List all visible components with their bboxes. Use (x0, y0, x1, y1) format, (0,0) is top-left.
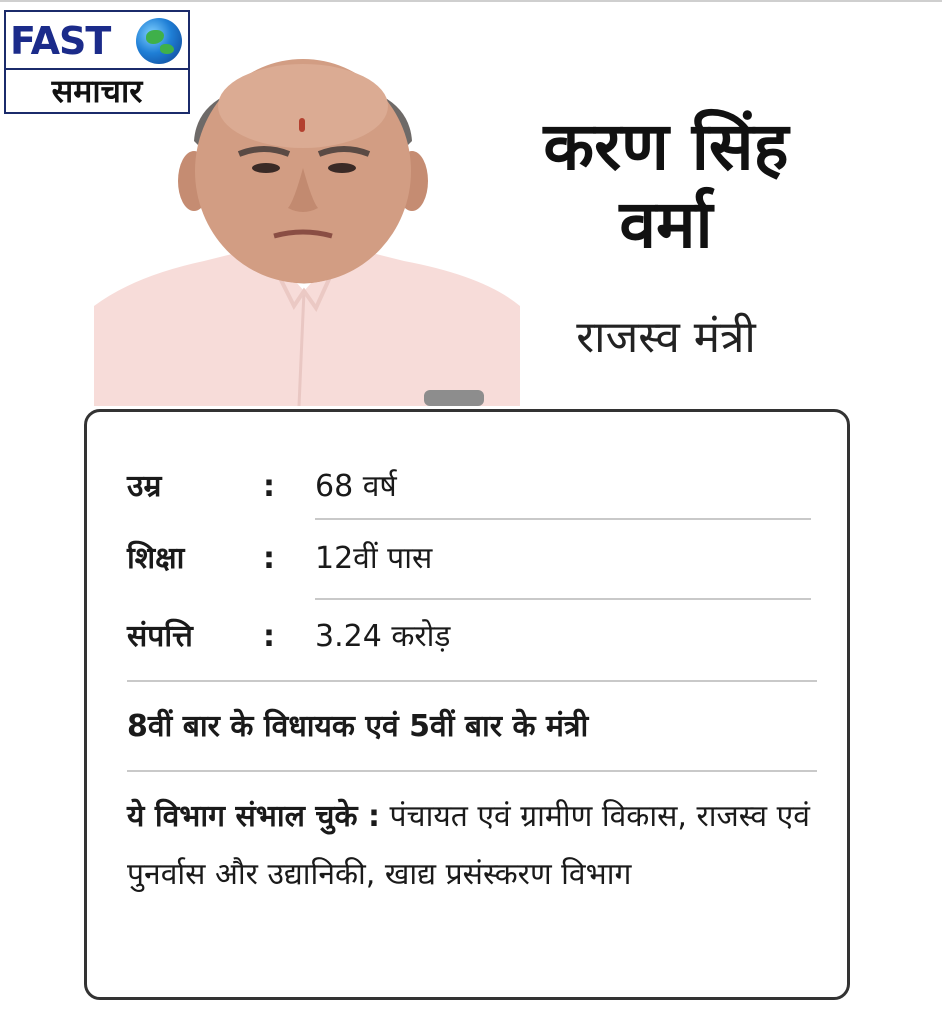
info-card (84, 409, 850, 1000)
age-divider (315, 518, 811, 520)
logo-fast-text: FAST (10, 19, 111, 63)
designation: राजस्व मंत्री (576, 312, 756, 363)
assets-colon: : (263, 619, 275, 654)
departments-value: पंचायत एवं ग्रामीण विकास, राजस्व एवं पुनर्वास और उद्यानिकी, खाद्य प्रसंस्करण विभाग (127, 799, 810, 892)
education-value: 12वीं पास (315, 541, 433, 576)
education-colon: : (263, 541, 275, 576)
top-rule (0, 0, 942, 2)
education-divider (315, 598, 811, 600)
age-colon: : (263, 469, 275, 504)
minister-name (470, 108, 862, 264)
assets-value: 3.24 करोड़ (315, 619, 451, 654)
departments-block (127, 788, 827, 904)
highlight-divider (127, 770, 817, 772)
departments-label: ये विभाग संभाल चुके : (127, 799, 380, 834)
name-line-2: वर्मा (619, 186, 713, 263)
tenure-highlight: 8वीं बार के विधायक एवं 5वीं बार के मंत्री (127, 709, 589, 744)
assets-label: संपत्ति (127, 619, 193, 654)
name-line-1: करण सिंह (543, 108, 789, 185)
age-label: उम्र (127, 469, 162, 504)
assets-divider (127, 680, 817, 682)
logo-samachar-text: समाचार (51, 72, 143, 110)
minister-photo (94, 56, 520, 406)
education-label: शिक्षा (127, 541, 185, 576)
age-value: 68 वर्ष (315, 469, 397, 504)
